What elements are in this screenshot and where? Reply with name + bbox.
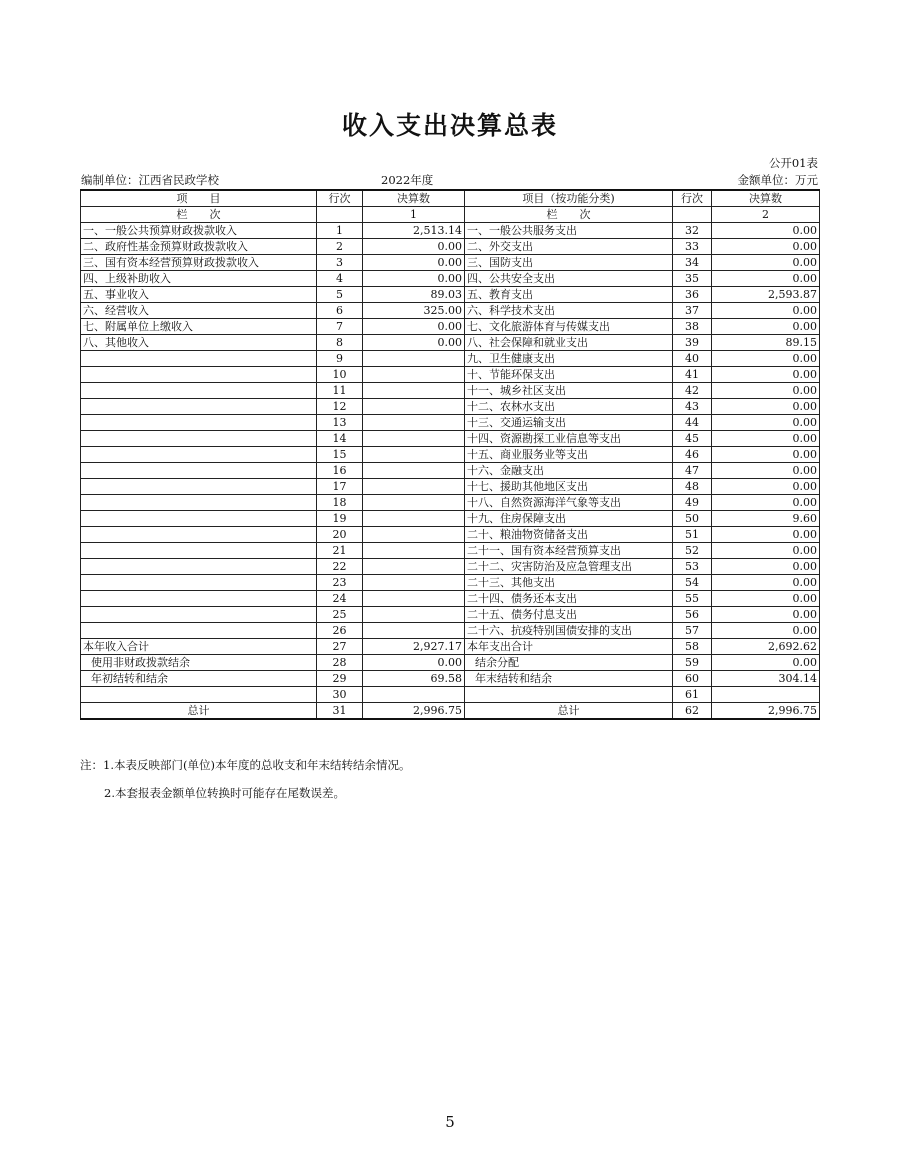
table-row [81, 319, 820, 335]
table-row [81, 623, 820, 639]
income-item-cell: 七、附属单位上缴收入 [81, 319, 317, 335]
header-line-2: 行次 [673, 190, 712, 207]
income-item-cell: 三、国有资本经营预算财政拨款收入 [81, 255, 317, 271]
income-amount-cell [363, 351, 465, 367]
income-item-cell: 二、政府性基金预算财政拨款收入 [81, 239, 317, 255]
income-amount-cell: 2,927.17 [363, 639, 465, 655]
income-amount-cell: 89.03 [363, 287, 465, 303]
income-amount-cell: 0.00 [363, 239, 465, 255]
table-row [81, 495, 820, 511]
expense-amount-cell: 2,593.87 [712, 287, 820, 303]
expense-item-cell: 十七、援助其他地区支出 [465, 479, 673, 495]
income-line-cell: 8 [317, 335, 363, 351]
income-line-cell: 26 [317, 623, 363, 639]
expense-item-cell: 五、教育支出 [465, 287, 673, 303]
income-item-cell: 一、一般公共预算财政拨款收入 [81, 223, 317, 239]
expense-item-cell: 十、节能环保支出 [465, 367, 673, 383]
expense-line-cell: 34 [673, 255, 712, 271]
expense-item-cell: 十四、资源勘探工业信息等支出 [465, 431, 673, 447]
expense-amount-cell: 9.60 [712, 511, 820, 527]
expense-amount-cell: 0.00 [712, 383, 820, 399]
expense-amount-cell: 0.00 [712, 495, 820, 511]
income-item-cell: 使用非财政拨款结余 [81, 655, 317, 671]
expense-amount-cell: 0.00 [712, 399, 820, 415]
table-row [81, 543, 820, 559]
expense-line-cell: 40 [673, 351, 712, 367]
expense-amount-cell: 0.00 [712, 591, 820, 607]
income-amount-cell [363, 543, 465, 559]
expense-amount-cell: 0.00 [712, 271, 820, 287]
expense-item-cell: 总计 [465, 703, 673, 720]
expense-amount-cell: 0.00 [712, 607, 820, 623]
income-amount-cell [363, 431, 465, 447]
expense-item-cell: 三、国防支出 [465, 255, 673, 271]
expense-amount-cell: 0.00 [712, 575, 820, 591]
income-line-cell: 24 [317, 591, 363, 607]
report-title: 收入支出决算总表 [341, 111, 558, 140]
page-number: 5 [445, 1113, 455, 1131]
income-line-cell: 1 [317, 223, 363, 239]
expense-amount-cell: 0.00 [712, 223, 820, 239]
table-row [81, 223, 820, 239]
income-item-cell: 年初结转和结余 [81, 671, 317, 687]
income-line-cell: 10 [317, 367, 363, 383]
income-item-cell [81, 591, 317, 607]
income-line-cell: 16 [317, 463, 363, 479]
expense-line-cell: 36 [673, 287, 712, 303]
form-code: 公开01表 [768, 156, 818, 170]
income-item-cell [81, 495, 317, 511]
income-amount-cell [363, 575, 465, 591]
income-line-cell: 7 [317, 319, 363, 335]
expense-amount-cell: 0.00 [712, 431, 820, 447]
expense-amount-cell: 0.00 [712, 239, 820, 255]
expense-item-cell: 七、文化旅游体育与传媒支出 [465, 319, 673, 335]
table-row [81, 383, 820, 399]
income-item-cell: 五、事业收入 [81, 287, 317, 303]
table-row [81, 511, 820, 527]
table-row [81, 575, 820, 591]
income-line-cell: 21 [317, 543, 363, 559]
header-amount: 决算数 [363, 190, 465, 207]
income-amount-cell [363, 559, 465, 575]
column-number-2: 2 [712, 207, 820, 223]
expense-line-cell: 33 [673, 239, 712, 255]
expense-amount-cell: 304.14 [712, 671, 820, 687]
expense-item-cell: 十五、商业服务业等支出 [465, 447, 673, 463]
income-line-cell: 5 [317, 287, 363, 303]
expense-line-cell: 39 [673, 335, 712, 351]
income-item-cell [81, 447, 317, 463]
expense-line-cell: 42 [673, 383, 712, 399]
income-line-cell: 25 [317, 607, 363, 623]
expense-item-cell: 二、外交支出 [465, 239, 673, 255]
income-amount-cell [363, 415, 465, 431]
income-amount-cell: 0.00 [363, 655, 465, 671]
expense-line-cell: 48 [673, 479, 712, 495]
expense-item-cell: 本年支出合计 [465, 639, 673, 655]
expense-amount-cell: 0.00 [712, 447, 820, 463]
expense-line-cell: 58 [673, 639, 712, 655]
expense-amount-cell: 2,692.62 [712, 639, 820, 655]
expense-item-cell: 二十二、灾害防治及应急管理支出 [465, 559, 673, 575]
income-item-cell: 八、其他收入 [81, 335, 317, 351]
table-row [81, 351, 820, 367]
expense-item-cell: 二十、粮油物资储备支出 [465, 527, 673, 543]
expense-item-cell: 二十六、抗疫特别国债安排的支出 [465, 623, 673, 639]
header-item: 项 目 [81, 190, 317, 207]
income-amount-cell: 0.00 [363, 271, 465, 287]
expense-item-cell: 结余分配 [465, 655, 673, 671]
expense-amount-cell: 2,996.75 [712, 703, 820, 720]
expense-line-cell: 62 [673, 703, 712, 720]
note-2: 2.本套报表金额单位转换时可能存在尾数误差。 [104, 786, 345, 800]
income-item-cell: 四、上级补助收入 [81, 271, 317, 287]
income-item-cell [81, 575, 317, 591]
income-expenditure-table [80, 189, 820, 720]
fiscal-year: 2022年度 [381, 173, 434, 187]
table-row [81, 255, 820, 271]
income-line-cell: 22 [317, 559, 363, 575]
income-amount-cell [363, 399, 465, 415]
table-row [81, 639, 820, 655]
expense-line-cell: 51 [673, 527, 712, 543]
expense-line-cell: 45 [673, 431, 712, 447]
income-line-cell: 15 [317, 447, 363, 463]
table-row [81, 687, 820, 703]
expense-item-cell: 一、一般公共服务支出 [465, 223, 673, 239]
income-amount-cell [363, 527, 465, 543]
income-item-cell: 六、经营收入 [81, 303, 317, 319]
income-item-cell [81, 687, 317, 703]
income-amount-cell [363, 479, 465, 495]
header-amount-2: 决算数 [712, 190, 820, 207]
expense-line-cell: 52 [673, 543, 712, 559]
note-1: 注：1.本表反映部门(单位)本年度的总收支和年末结转结余情况。 [80, 758, 411, 772]
income-amount-cell [363, 447, 465, 463]
expense-item-cell: 十六、金融支出 [465, 463, 673, 479]
expense-amount-cell: 0.00 [712, 303, 820, 319]
expense-line-cell: 57 [673, 623, 712, 639]
table-row [81, 463, 820, 479]
table-row [81, 559, 820, 575]
income-amount-cell [363, 495, 465, 511]
income-line-cell: 6 [317, 303, 363, 319]
expense-line-cell: 50 [673, 511, 712, 527]
income-item-cell [81, 431, 317, 447]
income-line-cell: 4 [317, 271, 363, 287]
income-line-cell: 9 [317, 351, 363, 367]
income-item-cell [81, 383, 317, 399]
income-line-cell: 14 [317, 431, 363, 447]
expense-line-cell: 32 [673, 223, 712, 239]
expense-line-cell: 43 [673, 399, 712, 415]
table-row [81, 607, 820, 623]
table-row [81, 287, 820, 303]
expense-line-cell: 49 [673, 495, 712, 511]
expense-amount-cell: 0.00 [712, 367, 820, 383]
expense-item-cell: 四、公共安全支出 [465, 271, 673, 287]
income-line-cell: 29 [317, 671, 363, 687]
expense-line-cell: 35 [673, 271, 712, 287]
notes [80, 751, 410, 807]
income-item-cell [81, 415, 317, 431]
income-item-cell: 本年收入合计 [81, 639, 317, 655]
income-line-cell: 17 [317, 479, 363, 495]
expense-amount-cell: 0.00 [712, 527, 820, 543]
expense-line-cell: 59 [673, 655, 712, 671]
income-amount-cell [363, 463, 465, 479]
empty-cell [317, 207, 363, 223]
expense-line-cell: 53 [673, 559, 712, 575]
expense-line-cell: 37 [673, 303, 712, 319]
income-item-cell [81, 607, 317, 623]
table-row [81, 703, 820, 720]
column-number-1: 1 [363, 207, 465, 223]
table-row [81, 447, 820, 463]
expense-amount-cell: 0.00 [712, 415, 820, 431]
expense-item-cell: 十三、交通运输支出 [465, 415, 673, 431]
header-item-func: 项目（按功能分类) [465, 190, 673, 207]
income-line-cell: 12 [317, 399, 363, 415]
table-row [81, 527, 820, 543]
income-amount-cell [363, 367, 465, 383]
expense-line-cell: 46 [673, 447, 712, 463]
table-row [81, 479, 820, 495]
expense-amount-cell: 0.00 [712, 351, 820, 367]
expense-item-cell: 十一、城乡社区支出 [465, 383, 673, 399]
table-row [81, 303, 820, 319]
expense-amount-cell: 0.00 [712, 655, 820, 671]
income-item-cell [81, 527, 317, 543]
income-amount-cell [363, 607, 465, 623]
income-line-cell: 30 [317, 687, 363, 703]
column-label-2: 栏 次 [465, 207, 673, 223]
income-line-cell: 31 [317, 703, 363, 720]
table-row [81, 431, 820, 447]
expense-item-cell [465, 687, 673, 703]
income-line-cell: 13 [317, 415, 363, 431]
expense-item-cell: 二十五、债务付息支出 [465, 607, 673, 623]
income-item-cell [81, 463, 317, 479]
table-row [81, 591, 820, 607]
expense-amount-cell: 0.00 [712, 543, 820, 559]
expense-item-cell: 八、社会保障和就业支出 [465, 335, 673, 351]
income-line-cell: 27 [317, 639, 363, 655]
expense-line-cell: 56 [673, 607, 712, 623]
table-row [81, 671, 820, 687]
expense-line-cell: 61 [673, 687, 712, 703]
column-label: 栏 次 [81, 207, 317, 223]
expense-item-cell: 二十四、债务还本支出 [465, 591, 673, 607]
empty-cell [673, 207, 712, 223]
expense-line-cell: 47 [673, 463, 712, 479]
expense-item-cell: 六、科学技术支出 [465, 303, 673, 319]
income-amount-cell [363, 591, 465, 607]
expense-amount-cell: 89.15 [712, 335, 820, 351]
expense-item-cell: 十九、住房保障支出 [465, 511, 673, 527]
income-line-cell: 11 [317, 383, 363, 399]
expense-item-cell: 年末结转和结余 [465, 671, 673, 687]
income-amount-cell: 325.00 [363, 303, 465, 319]
income-amount-cell [363, 383, 465, 399]
income-item-cell [81, 623, 317, 639]
expense-line-cell: 60 [673, 671, 712, 687]
table-row [81, 239, 820, 255]
table-row [81, 399, 820, 415]
income-line-cell: 20 [317, 527, 363, 543]
income-item-cell [81, 479, 317, 495]
table-row [81, 415, 820, 431]
income-amount-cell: 0.00 [363, 319, 465, 335]
expense-line-cell: 41 [673, 367, 712, 383]
table-row [81, 271, 820, 287]
expense-amount-cell: 0.00 [712, 255, 820, 271]
income-amount-cell: 69.58 [363, 671, 465, 687]
reporting-unit: 编制单位：江西省民政学校 [81, 173, 219, 187]
expense-line-cell: 38 [673, 319, 712, 335]
table-row [81, 367, 820, 383]
income-amount-cell: 0.00 [363, 335, 465, 351]
income-line-cell: 19 [317, 511, 363, 527]
income-item-cell [81, 543, 317, 559]
income-amount-cell: 2,996.75 [363, 703, 465, 720]
header-line: 行次 [317, 190, 363, 207]
expense-item-cell: 二十一、国有资本经营预算支出 [465, 543, 673, 559]
income-item-cell [81, 367, 317, 383]
income-line-cell: 3 [317, 255, 363, 271]
income-amount-cell [363, 623, 465, 639]
income-line-cell: 23 [317, 575, 363, 591]
table-row [81, 655, 820, 671]
expense-amount-cell [712, 687, 820, 703]
income-item-cell [81, 559, 317, 575]
income-line-cell: 2 [317, 239, 363, 255]
expense-item-cell: 十八、自然资源海洋气象等支出 [465, 495, 673, 511]
expense-amount-cell: 0.00 [712, 479, 820, 495]
header-row [81, 190, 820, 207]
income-amount-cell [363, 511, 465, 527]
income-amount-cell [363, 687, 465, 703]
expense-item-cell: 十二、农林水支出 [465, 399, 673, 415]
expense-amount-cell: 0.00 [712, 623, 820, 639]
expense-item-cell: 九、卫生健康支出 [465, 351, 673, 367]
expense-item-cell: 二十三、其他支出 [465, 575, 673, 591]
expense-line-cell: 54 [673, 575, 712, 591]
income-item-cell [81, 399, 317, 415]
income-item-cell: 总计 [81, 703, 317, 720]
income-amount-cell: 2,513.14 [363, 223, 465, 239]
income-line-cell: 28 [317, 655, 363, 671]
income-line-cell: 18 [317, 495, 363, 511]
expense-amount-cell: 0.00 [712, 319, 820, 335]
table-row [81, 335, 820, 351]
expense-amount-cell: 0.00 [712, 463, 820, 479]
income-amount-cell: 0.00 [363, 255, 465, 271]
column-number-row [81, 207, 820, 223]
money-unit: 金额单位：万元 [737, 173, 818, 187]
expense-line-cell: 55 [673, 591, 712, 607]
expense-amount-cell: 0.00 [712, 559, 820, 575]
income-item-cell [81, 351, 317, 367]
expense-line-cell: 44 [673, 415, 712, 431]
income-item-cell [81, 511, 317, 527]
